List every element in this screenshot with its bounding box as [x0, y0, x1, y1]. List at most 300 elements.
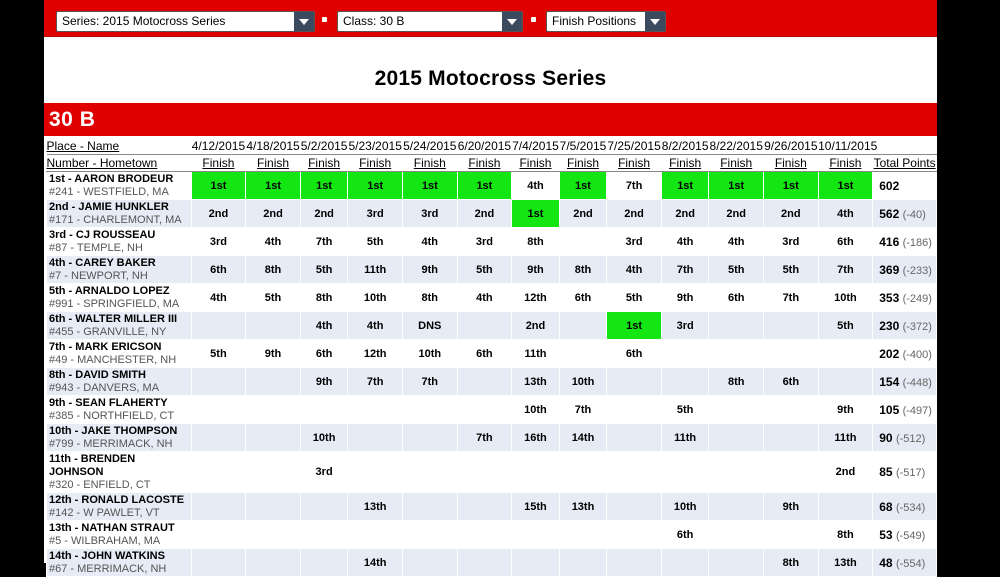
finish-cell: 5th — [300, 256, 348, 284]
finish-cell — [709, 312, 764, 340]
finish-cell: 3rd — [457, 228, 512, 256]
rider-hometown: #67 - MERRIMACK, NH — [49, 563, 167, 575]
points-header-spacer — [873, 138, 937, 155]
finish-cell — [764, 340, 819, 368]
rider-cell — [47, 396, 192, 424]
table-row — [47, 200, 937, 228]
points-diff: (-233) — [902, 264, 932, 277]
points-value: 154 — [879, 374, 900, 389]
rider-name[interactable]: 14th - JOHN WATKINS — [49, 550, 165, 562]
finish-cell: 4th — [457, 284, 512, 312]
finish-cell — [661, 549, 709, 577]
date-header: 7/5/2015 — [559, 138, 607, 153]
finish-header[interactable]: Finish — [457, 155, 512, 172]
finish-cell: 5th — [348, 228, 403, 256]
finish-cell — [661, 452, 709, 493]
finish-cell — [607, 368, 662, 396]
finish-header[interactable]: Finish — [191, 155, 246, 172]
rider-cell — [47, 172, 192, 200]
finish-cell: 2nd — [607, 200, 662, 228]
finish-cell: 8th — [300, 284, 348, 312]
finish-cell: 3rd — [191, 228, 246, 256]
finish-cell: 14th — [348, 549, 403, 577]
finish-cell: 6th — [764, 368, 819, 396]
finish-cell — [246, 493, 301, 521]
finish-cell: 4th — [402, 228, 457, 256]
finish-cell — [402, 396, 457, 424]
finish-cell — [559, 340, 607, 368]
finish-cell — [402, 493, 457, 521]
finish-header[interactable]: Finish — [607, 155, 662, 172]
table-row — [47, 521, 937, 549]
finish-cell — [709, 452, 764, 493]
table-row — [47, 396, 937, 424]
finish-cell: 8th — [402, 284, 457, 312]
finish-header[interactable]: Finish — [764, 155, 819, 172]
class-select-value: Class: 30 B — [343, 14, 405, 28]
finish-cell — [661, 340, 709, 368]
rider-hometown: #87 - TEMPLE, NH — [49, 242, 143, 254]
points-cell — [873, 312, 937, 340]
separator-dot — [322, 17, 327, 22]
points-value: 85 — [879, 465, 893, 479]
chevron-down-icon[interactable] — [645, 12, 665, 31]
finish-cell: 7th — [348, 368, 403, 396]
finish-cell: 10th — [661, 493, 709, 521]
table-row — [47, 312, 937, 340]
finish-cell — [246, 521, 301, 549]
finish-cell: 5th — [818, 312, 873, 340]
finish-cell — [607, 424, 662, 452]
title-box — [44, 37, 937, 103]
table-row — [47, 424, 937, 452]
finish-cell: 4th — [607, 256, 662, 284]
finish-header[interactable]: Finish — [512, 155, 560, 172]
finish-cell — [300, 493, 348, 521]
finish-cell: 8th — [512, 228, 560, 256]
finish-cell: 10th — [300, 424, 348, 452]
rider-hometown: #171 - CHARLEMONT, MA — [49, 214, 182, 226]
rider-cell — [47, 521, 192, 549]
view-select[interactable] — [546, 11, 666, 32]
finish-cell: 9th — [246, 340, 301, 368]
finish-cell — [457, 312, 512, 340]
finish-cell — [246, 312, 301, 340]
rider-name[interactable]: 6th - WALTER MILLER III — [49, 313, 178, 325]
finish-cell — [661, 368, 709, 396]
finish-cell: 1st — [709, 172, 764, 200]
finish-cell: 7th — [607, 172, 662, 200]
finish-header[interactable]: Finish — [709, 155, 764, 172]
table-header-row — [47, 155, 937, 172]
finish-cell: 7th — [661, 256, 709, 284]
finish-cell — [191, 452, 246, 493]
points-cell — [873, 368, 937, 396]
finish-header[interactable]: Finish — [300, 155, 348, 172]
finish-cell: DNS — [402, 312, 457, 340]
finish-cell: 1st — [607, 312, 662, 340]
finish-cell: 1st — [191, 172, 246, 200]
finish-cell: 4th — [818, 200, 873, 228]
finish-cell: 12th — [348, 340, 403, 368]
class-title: 30 B — [49, 108, 96, 131]
finish-cell: 3rd — [661, 312, 709, 340]
finish-cell: 4th — [661, 228, 709, 256]
finish-cell: 13th — [348, 493, 403, 521]
finish-cell: 5th — [661, 396, 709, 424]
finish-cell: 4th — [191, 284, 246, 312]
finish-cell — [348, 396, 403, 424]
finish-cell — [559, 228, 607, 256]
points-diff: (-512) — [895, 432, 926, 445]
finish-cell: 10th — [512, 396, 560, 424]
finish-cell: 9th — [512, 256, 560, 284]
table-row — [47, 340, 937, 368]
points-cell — [873, 396, 937, 424]
rider-name[interactable]: 13th - NATHAN STRAUT — [49, 522, 175, 534]
finish-header[interactable]: Finish — [402, 155, 457, 172]
finish-cell — [607, 493, 662, 521]
chevron-down-icon[interactable] — [502, 12, 522, 31]
rider-name[interactable]: 11th - BRENDEN JOHNSON — [49, 453, 136, 478]
class-select[interactable] — [337, 11, 523, 32]
date-header: 4/18/2015 — [246, 138, 300, 153]
finish-cell: 6th — [607, 340, 662, 368]
points-diff: (-534) — [895, 501, 926, 514]
table-row — [47, 452, 937, 493]
finish-cell — [559, 452, 607, 493]
finish-cell: 9th — [402, 256, 457, 284]
finish-cell: 8th — [709, 368, 764, 396]
finish-cell: 2nd — [300, 200, 348, 228]
table-header-row — [47, 138, 937, 155]
finish-cell: 9th — [818, 396, 873, 424]
finish-cell: 10th — [818, 284, 873, 312]
finish-cell: 1st — [661, 172, 709, 200]
finish-cell: 2nd — [559, 200, 607, 228]
finish-cell — [191, 368, 246, 396]
table-row — [47, 172, 937, 200]
finish-cell: 9th — [661, 284, 709, 312]
finish-cell: 6th — [818, 228, 873, 256]
finish-cell: 3rd — [402, 200, 457, 228]
finish-cell: 3rd — [764, 228, 819, 256]
finish-cell: 2nd — [191, 200, 246, 228]
points-diff: (-400) — [902, 348, 932, 361]
rider-name[interactable]: 3rd - CJ ROUSSEAU — [49, 229, 156, 241]
finish-cell — [559, 549, 607, 577]
finish-cell — [457, 493, 512, 521]
rider-hometown: #320 - ENFIELD, CT — [49, 479, 151, 491]
finish-cell — [402, 452, 457, 493]
finish-cell — [709, 396, 764, 424]
points-value: 353 — [879, 290, 900, 305]
finish-cell — [402, 424, 457, 452]
finish-cell — [607, 549, 662, 577]
view-select-value: Finish Positions — [552, 14, 637, 28]
separator-dot — [531, 17, 536, 22]
finish-cell — [818, 340, 873, 368]
finish-cell — [300, 396, 348, 424]
finish-cell — [300, 549, 348, 577]
finish-cell: 1st — [818, 172, 873, 200]
finish-cell — [764, 452, 819, 493]
points-diff: (-497) — [902, 404, 932, 417]
points-cell — [873, 172, 937, 200]
finish-header[interactable]: Finish — [818, 155, 873, 172]
rider-cell — [47, 549, 192, 577]
finish-cell — [709, 549, 764, 577]
rider-hometown: #455 - GRANVILLE, NY — [49, 326, 167, 338]
finish-header[interactable]: Finish — [661, 155, 709, 172]
finish-cell: 11th — [661, 424, 709, 452]
finish-cell — [246, 396, 301, 424]
points-value: 202 — [879, 346, 900, 361]
rider-hometown: #5 - WILBRAHAM, MA — [49, 535, 161, 547]
finish-cell: 7th — [402, 368, 457, 396]
total-points-header[interactable]: Total Points — [873, 155, 936, 170]
finish-cell: 1st — [764, 172, 819, 200]
points-value: 562 — [879, 206, 900, 221]
date-header: 10/11/2015 — [818, 138, 878, 153]
points-diff: (-549) — [895, 529, 926, 542]
finish-cell — [246, 424, 301, 452]
points-value: 602 — [879, 178, 900, 193]
rider-name[interactable]: 10th - JAKE THOMPSON — [49, 425, 178, 437]
finish-header[interactable]: Finish — [348, 155, 403, 172]
results-table — [46, 138, 937, 577]
finish-cell: 8th — [559, 256, 607, 284]
points-value: 90 — [879, 430, 893, 445]
points-value: 369 — [879, 262, 900, 277]
finish-cell: 10th — [348, 284, 403, 312]
finish-cell: 11th — [512, 340, 560, 368]
table-row — [47, 549, 937, 577]
finish-cell: 3rd — [607, 228, 662, 256]
finish-cell: 12th — [512, 284, 560, 312]
finish-cell — [348, 521, 403, 549]
rider-name[interactable]: 2nd - JAMIE HUNKLER — [49, 201, 169, 213]
finish-cell — [818, 493, 873, 521]
finish-cell — [457, 452, 512, 493]
number-hometown-header[interactable]: Number - Hometown — [47, 155, 192, 172]
finish-cell: 5th — [191, 340, 246, 368]
finish-cell — [457, 521, 512, 549]
finish-cell: 8th — [818, 521, 873, 549]
points-value: 68 — [879, 499, 893, 514]
table-row — [47, 256, 937, 284]
rider-cell — [47, 256, 192, 284]
finish-cell: 11th — [818, 424, 873, 452]
finish-cell: 5th — [709, 256, 764, 284]
finish-cell: 13th — [818, 549, 873, 577]
points-cell — [873, 549, 937, 577]
finish-cell: 8th — [764, 549, 819, 577]
finish-cell: 6th — [709, 284, 764, 312]
date-header: 5/24/2015 — [403, 138, 457, 153]
rider-hometown: #991 - SPRINGFIELD, MA — [49, 298, 180, 310]
date-header: 5/23/2015 — [348, 138, 402, 153]
finish-cell: 13th — [559, 493, 607, 521]
points-value: 105 — [879, 402, 900, 417]
date-header: 7/25/2015 — [607, 138, 661, 153]
finish-cell: 4th — [709, 228, 764, 256]
points-cell — [873, 256, 937, 284]
finish-cell: 2nd — [457, 200, 512, 228]
finish-cell — [607, 521, 662, 549]
finish-cell: 16th — [512, 424, 560, 452]
finish-cell: 1st — [559, 172, 607, 200]
points-cell — [873, 284, 937, 312]
finish-cell — [191, 549, 246, 577]
finish-cell: 15th — [512, 493, 560, 521]
finish-cell: 4th — [348, 312, 403, 340]
finish-cell: 4th — [512, 172, 560, 200]
finish-cell — [246, 549, 301, 577]
finish-cell: 7th — [764, 284, 819, 312]
finish-cell: 13th — [512, 368, 560, 396]
rider-cell — [47, 452, 192, 493]
finish-cell — [191, 493, 246, 521]
points-diff: (-554) — [895, 557, 926, 570]
finish-cell — [191, 312, 246, 340]
finish-cell — [818, 368, 873, 396]
points-value: 230 — [879, 318, 900, 333]
finish-cell: 1st — [457, 172, 512, 200]
finish-cell — [559, 312, 607, 340]
finish-cell: 6th — [191, 256, 246, 284]
date-header: 7/4/2015 — [512, 138, 559, 153]
finish-header[interactable]: Finish — [246, 155, 301, 172]
rider-hometown: #241 - WESTFIELD, MA — [49, 186, 169, 198]
rider-hometown: #943 - DANVERS, MA — [49, 382, 160, 394]
rider-hometown: #142 - W PAWLET, VT — [49, 507, 160, 519]
date-header: 9/26/2015 — [764, 138, 818, 153]
rider-name[interactable]: 7th - MARK ERICSON — [49, 341, 162, 353]
finish-cell: 1st — [246, 172, 301, 200]
finish-cell: 2nd — [818, 452, 873, 493]
date-header: 8/2/2015 — [661, 138, 709, 153]
points-diff: (-186) — [902, 236, 932, 249]
points-cell — [873, 424, 937, 452]
chevron-down-icon[interactable] — [294, 12, 314, 31]
finish-cell: 7th — [457, 424, 512, 452]
points-cell — [873, 452, 937, 493]
place-name-header[interactable]: Place - Name — [47, 138, 192, 155]
finish-cell: 1st — [402, 172, 457, 200]
finish-cell: 5th — [607, 284, 662, 312]
finish-cell: 2nd — [764, 200, 819, 228]
finish-cell: 9th — [300, 368, 348, 396]
finish-cell — [457, 396, 512, 424]
rider-hometown: #385 - NORTHFIELD, CT — [49, 410, 175, 422]
finish-cell: 11th — [348, 256, 403, 284]
finish-cell: 5th — [246, 284, 301, 312]
rider-hometown: #7 - NEWPORT, NH — [49, 270, 148, 282]
finish-cell: 9th — [764, 493, 819, 521]
rider-name[interactable]: 4th - CAREY BAKER — [49, 257, 156, 269]
finish-cell — [764, 424, 819, 452]
finish-cell: 1st — [348, 172, 403, 200]
points-diff: (-372) — [902, 320, 932, 333]
rider-cell — [47, 368, 192, 396]
series-select-value: Series: 2015 Motocross Series — [62, 14, 226, 28]
finish-cell — [348, 452, 403, 493]
rider-hometown: #49 - MANCHESTER, NH — [49, 354, 177, 366]
rider-hometown: #799 - MERRIMACK, NH — [49, 438, 173, 450]
finish-cell: 7th — [818, 256, 873, 284]
points-diff: (-249) — [902, 292, 932, 305]
rider-name[interactable]: 12th - RONALD LACOSTE — [49, 494, 185, 506]
finish-cell — [607, 396, 662, 424]
date-header: 8/22/2015 — [709, 138, 763, 153]
finish-cell — [246, 368, 301, 396]
points-diff: (-40) — [902, 208, 926, 221]
finish-cell — [191, 424, 246, 452]
rider-cell — [47, 228, 192, 256]
rider-cell — [47, 200, 192, 228]
class-header-bar — [44, 103, 937, 136]
finish-cell — [764, 312, 819, 340]
rider-name[interactable]: 8th - DAVID SMITH — [49, 369, 146, 381]
rider-cell — [47, 340, 192, 368]
points-cell — [873, 340, 937, 368]
points-diff: (-517) — [895, 467, 926, 479]
finish-cell — [512, 452, 560, 493]
finish-cell — [402, 521, 457, 549]
date-header: 6/20/2015 — [457, 138, 512, 153]
finish-cell — [764, 396, 819, 424]
finish-cell — [300, 521, 348, 549]
rider-cell — [47, 493, 192, 521]
finish-cell: 4th — [300, 312, 348, 340]
date-header: 5/2/2015 — [300, 138, 348, 153]
points-value: 416 — [879, 234, 900, 249]
finish-cell — [607, 452, 662, 493]
finish-cell — [191, 396, 246, 424]
page-title: 2015 Motocross Series — [374, 67, 607, 90]
finish-cell — [246, 452, 301, 493]
rider-cell — [47, 284, 192, 312]
points-cell — [873, 200, 937, 228]
finish-cell: 6th — [559, 284, 607, 312]
date-header: 4/12/2015 — [191, 138, 246, 153]
rider-name[interactable]: 1st - AARON BRODEUR — [49, 173, 174, 185]
finish-cell — [709, 340, 764, 368]
finish-cell: 5th — [457, 256, 512, 284]
points-diff: (-448) — [902, 376, 932, 389]
rider-name[interactable]: 5th - ARNALDO LOPEZ — [49, 285, 170, 297]
points-value: 48 — [879, 555, 893, 570]
table-row — [47, 368, 937, 396]
finish-cell — [512, 521, 560, 549]
rider-name[interactable]: 9th - SEAN FLAHERTY — [49, 397, 168, 409]
rider-cell — [47, 424, 192, 452]
points-cell — [873, 521, 937, 549]
finish-cell — [709, 521, 764, 549]
finish-cell — [348, 424, 403, 452]
finish-cell: 2nd — [661, 200, 709, 228]
finish-cell: 2nd — [512, 312, 560, 340]
points-cell — [873, 228, 937, 256]
finish-cell: 2nd — [709, 200, 764, 228]
finish-header[interactable]: Finish — [559, 155, 607, 172]
series-select[interactable] — [56, 11, 315, 32]
finish-cell — [402, 549, 457, 577]
finish-cell: 1st — [512, 200, 560, 228]
finish-cell — [764, 521, 819, 549]
table-row — [47, 228, 937, 256]
